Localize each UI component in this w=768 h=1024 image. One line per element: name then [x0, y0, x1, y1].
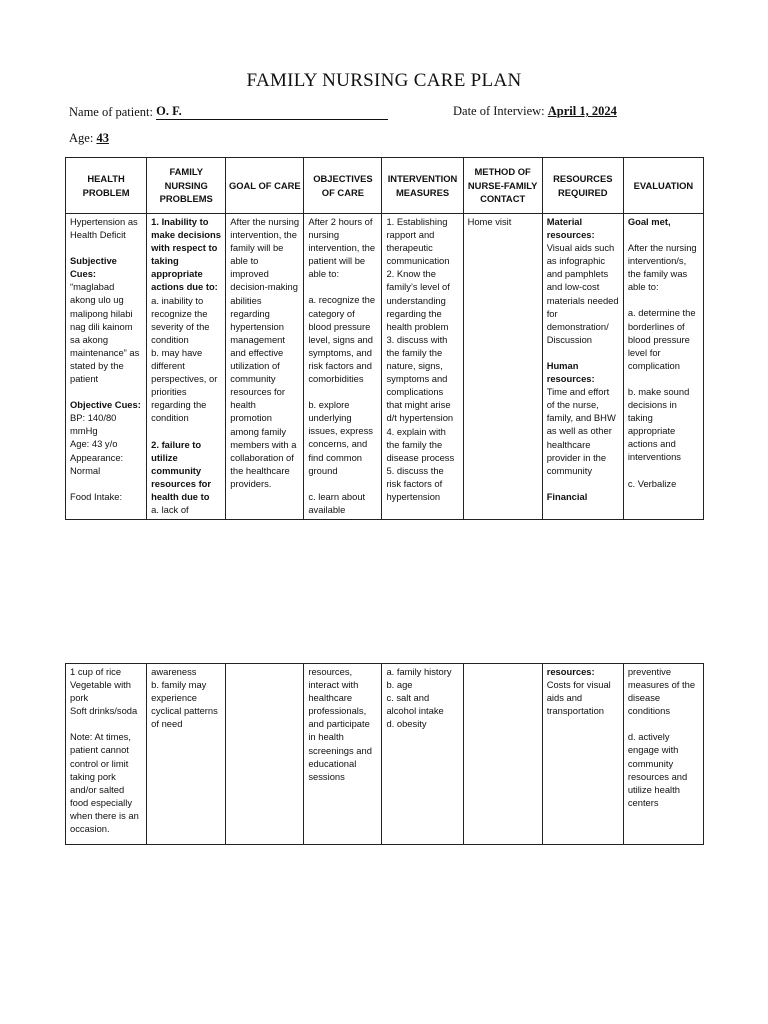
objective-cues-label: Objective Cues:	[70, 399, 141, 411]
problem-1-text: a. inability to recognize the severity of the condition b. may have different perspectives, or priorities regarding the condition	[151, 294, 218, 424]
human-resources-label: Human resources:	[546, 359, 595, 385]
evaluation-d: d. actively engage with community resources and utilize health centers	[627, 731, 688, 808]
health-problem-text: Hypertension as Health Deficit	[70, 216, 138, 241]
problem-1-heading: 1. Inability to make decisions with respect to taking appropriate actions due to:	[151, 216, 221, 293]
objective-b: b. explore underlying issues, express concerns, and find common ground	[308, 399, 373, 476]
cell-resources-required	[542, 214, 623, 520]
cell-method-of-contact	[463, 214, 542, 520]
interview-date-label: Date of Interview:	[453, 104, 545, 118]
header-evaluation: EVALUATION	[623, 158, 703, 214]
patient-name-line	[156, 104, 388, 120]
evaluation-a: a. determine the borderlines of blood pressure level for complication	[627, 307, 696, 371]
header-method-of-contact: METHOD OF NURSE-FAMILY CONTACT	[463, 158, 542, 214]
intervention-list: 1. Establishing rapport and therapeutic communication 2. Know the family’s level of understanding regarding the health problem 3. discuss with the family the nature, signs, symptoms and complications that might arise d/t hypertension 4. explain with the family the disease process 5. discuss the risk factors of hypertension	[386, 216, 455, 502]
food-intake-list: 1 cup of rice Vegetable with pork Soft drinks/soda	[70, 666, 138, 717]
cell-health-problem-cont	[66, 664, 147, 845]
risk-factors-list: a. family history b. age c. salt and alcohol intake d. obesity	[386, 666, 452, 730]
evaluation-c: c. Verbalize	[627, 477, 677, 489]
document-title: FAMILY NURSING CARE PLAN	[246, 70, 522, 91]
patient-name-row	[69, 104, 388, 120]
financial-resources-text: Costs for visual aids and transportation	[546, 679, 611, 717]
subjective-cues-label: Subjective Cues:	[70, 255, 117, 280]
age-row	[69, 131, 109, 146]
cell-method-of-contact-cont	[463, 664, 542, 845]
cell-family-nursing-problems-cont	[147, 664, 226, 845]
cell-evaluation	[623, 214, 703, 520]
cell-goal-of-care	[226, 214, 304, 520]
patient-name-value: O. F.	[156, 104, 182, 118]
table-row	[66, 664, 704, 845]
care-plan-table-page-1	[65, 157, 704, 520]
objective-a: a. recognize the category of blood pressure level, signs and symptoms, and risk factors and comorbidities	[308, 294, 376, 385]
material-resources-label: Material resources:	[546, 216, 595, 241]
cell-evaluation-cont	[623, 664, 703, 845]
cell-family-nursing-problems	[147, 214, 226, 520]
cell-health-problem	[66, 214, 147, 520]
evaluation-c-cont: preventive measures of the disease conditions	[627, 666, 696, 717]
cell-resources-required-cont	[542, 664, 623, 845]
material-resources-text: Visual aids such as infographic and pamphlets and low-cost materials needed for demonstration/ Discussion	[546, 242, 619, 345]
header-intervention-measures: INTERVENTION MEASURES	[382, 158, 463, 214]
table-row	[66, 214, 704, 520]
header-health-problem: HEALTH PROBLEM	[66, 158, 147, 214]
goal-of-care-text: After the nursing intervention, the family will be able to improved decision-making abilities regarding hypertension management and effective utilization of community resources for health promotion among family members with a collaboration of the healthcare providers.	[230, 216, 300, 489]
cell-intervention-measures-cont	[382, 664, 463, 845]
food-intake-label: Food Intake:	[70, 490, 123, 502]
interview-date-row	[453, 104, 617, 119]
objective-c: c. learn about available	[308, 490, 366, 515]
subjective-cues-text: “maglabad akong ulo ug malipong hilabi nag dili kainom sa akong maintenance” as stated by the patient	[70, 281, 140, 385]
evaluation-intro: After the nursing intervention/s, the family was able to:	[627, 242, 697, 293]
cell-intervention-measures	[382, 214, 463, 520]
goal-met-label: Goal met,	[627, 216, 671, 227]
cell-objectives-of-care	[304, 214, 382, 520]
cell-objectives-of-care-cont	[304, 664, 382, 845]
care-plan-table-page-2	[65, 663, 704, 845]
cell-goal-of-care-cont	[226, 664, 304, 845]
objectives-intro: After 2 hours of nursing intervention, the patient will be able to:	[308, 216, 376, 280]
header-objectives-of-care: OBJECTIVES OF CARE	[304, 158, 382, 214]
header-goal-of-care: GOAL OF CARE	[226, 158, 304, 214]
age-value: 43	[96, 131, 109, 145]
header-resources-required: RESOURCES REQUIRED	[542, 158, 623, 214]
financial-resources-label-cont: resources:	[546, 666, 595, 677]
human-resources-text: Time and effort of the nurse, family, and BHW as well as other healthcare provider in the community	[546, 386, 616, 476]
header-family-nursing-problems: FAMILY NURSING PROBLEMS	[147, 158, 226, 214]
objective-cues-text: BP: 140/80 mmHg Age: 43 y/o Appearance: Normal	[70, 412, 124, 476]
evaluation-b: b. make sound decisions in taking appropriate actions and interventions	[627, 385, 690, 463]
method-of-contact-text: Home visit	[467, 216, 512, 227]
financial-resources-label: Financial	[546, 490, 588, 502]
age-label: Age:	[69, 131, 94, 145]
food-intake-note: Note: At times, patient cannot control or limit taking pork and/or salted food especially when there is an occasion.	[70, 731, 139, 835]
patient-name-label: Name of patient:	[69, 105, 153, 119]
table-header-row	[66, 158, 704, 214]
problem-2-text: a. lack of	[151, 503, 189, 515]
problem-2-text-cont: awareness b. family may experience cyclical patterns of need	[151, 666, 218, 730]
interview-date-value: April 1, 2024	[547, 104, 617, 118]
objective-c-cont: resources, interact with healthcare professionals, and participate in health screenings and educational sessions	[308, 666, 372, 782]
problem-2-heading: 2. failure to utilize community resources for health due to	[151, 438, 212, 502]
